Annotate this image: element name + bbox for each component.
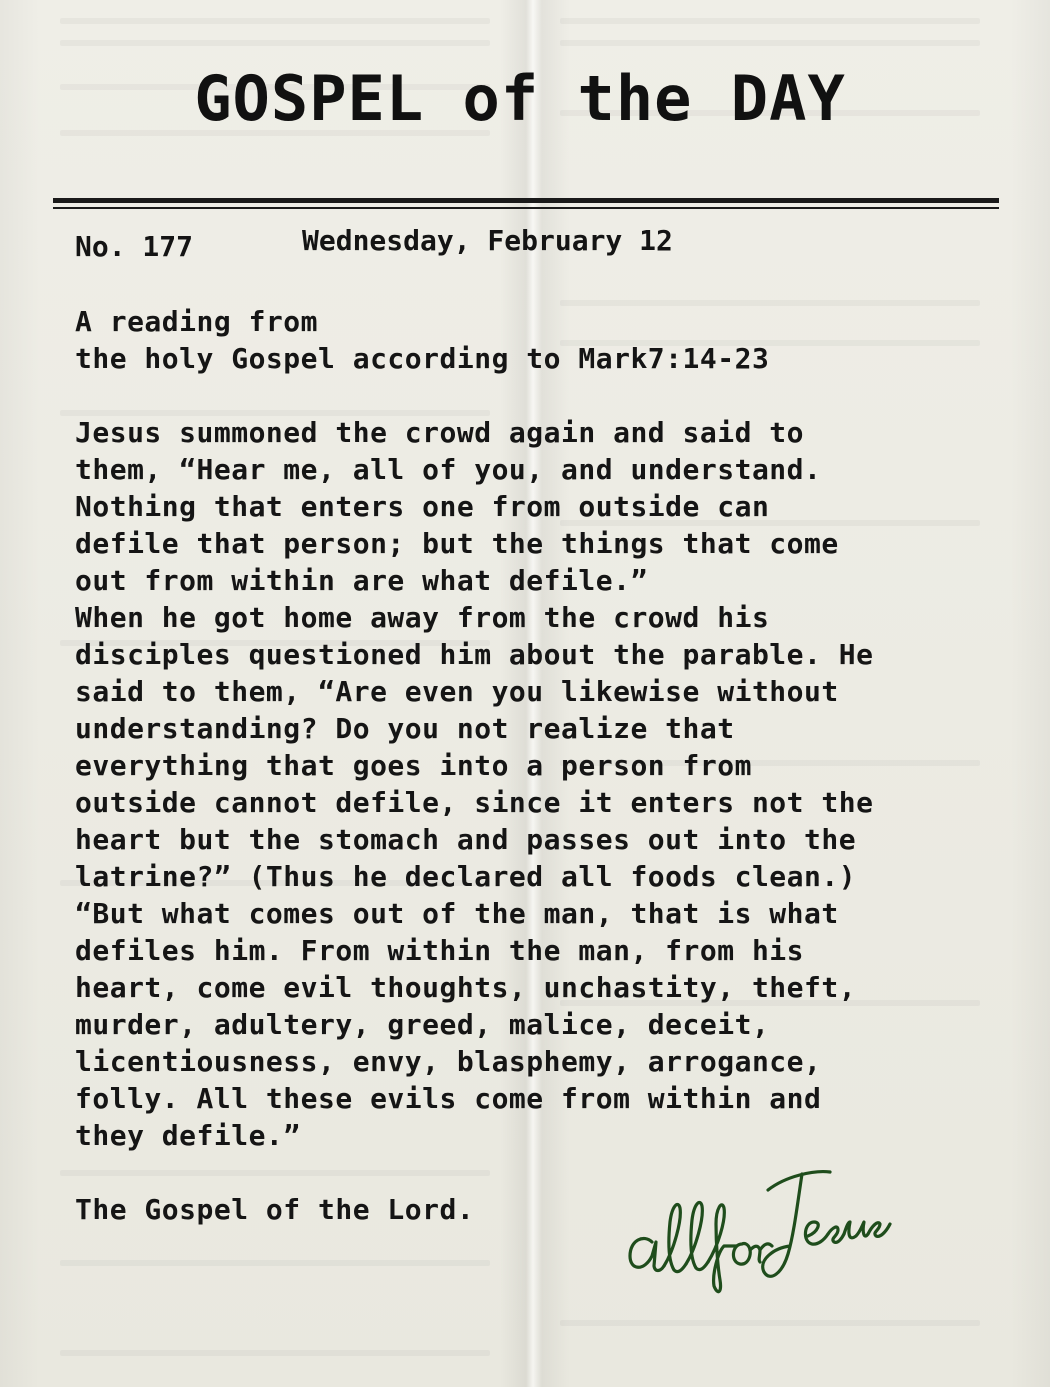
passage-line: “But what comes out of the man, that is what: [75, 897, 839, 930]
header-divider-thin: [53, 207, 999, 209]
background-texture-line: [60, 40, 490, 46]
passage-line: they defile.”: [75, 1119, 301, 1152]
all-for-jesus-signature: [618, 1150, 918, 1300]
passage-line: heart, come evil thoughts, unchastity, theft,: [75, 971, 857, 1004]
background-texture-line: [560, 40, 980, 46]
passage-line: defile that person; but the things that come: [75, 527, 839, 560]
passage-line: murder, adultery, greed, malice, deceit,: [75, 1008, 770, 1041]
passage-line: disciples questioned him about the parable. He: [75, 638, 874, 671]
background-texture-line: [60, 1350, 490, 1356]
background-texture-line: [60, 1260, 490, 1266]
passage-line: licentiousness, envy, blasphemy, arrogance,: [75, 1045, 822, 1078]
gospel-reading: [75, 303, 985, 1228]
reading-intro-line: the holy Gospel according to Mark7:14-23: [75, 342, 770, 375]
passage-line: latrine?” (Thus he declared all foods clean.): [75, 860, 857, 893]
passage-line: said to them, “Are even you likewise without: [75, 675, 839, 708]
passage-line: folly. All these evils come from within and: [75, 1082, 822, 1115]
passage-line: out from within are what defile.”: [75, 564, 648, 597]
passage-line: heart but the stomach and passes out into the: [75, 823, 857, 856]
closing-line: The Gospel of the Lord.: [75, 1193, 475, 1226]
passage-line: them, “Hear me, all of you, and understand.: [75, 453, 822, 486]
background-texture-line: [560, 1320, 980, 1326]
issue-number: No. 177: [75, 230, 194, 263]
passage-line: Jesus summoned the crowd again and said to: [75, 416, 805, 449]
passage-line: outside cannot defile, since it enters not the: [75, 786, 874, 819]
background-texture-line: [560, 18, 980, 24]
passage-line: defiles him. From within the man, from his: [75, 934, 805, 967]
page-title: GOSPEL of the DAY: [194, 62, 846, 135]
reading-intro-line: A reading from: [75, 305, 319, 338]
passage-line: When he got home away from the crowd his: [75, 601, 770, 634]
passage-line: Nothing that enters one from outside can: [75, 490, 770, 523]
passage-line: everything that goes into a person from: [75, 749, 752, 782]
issue-date: Wednesday, February 12: [302, 224, 673, 257]
passage-line: understanding? Do you not realize that: [75, 712, 735, 745]
header-divider: [53, 198, 999, 203]
background-texture-line: [60, 18, 490, 24]
